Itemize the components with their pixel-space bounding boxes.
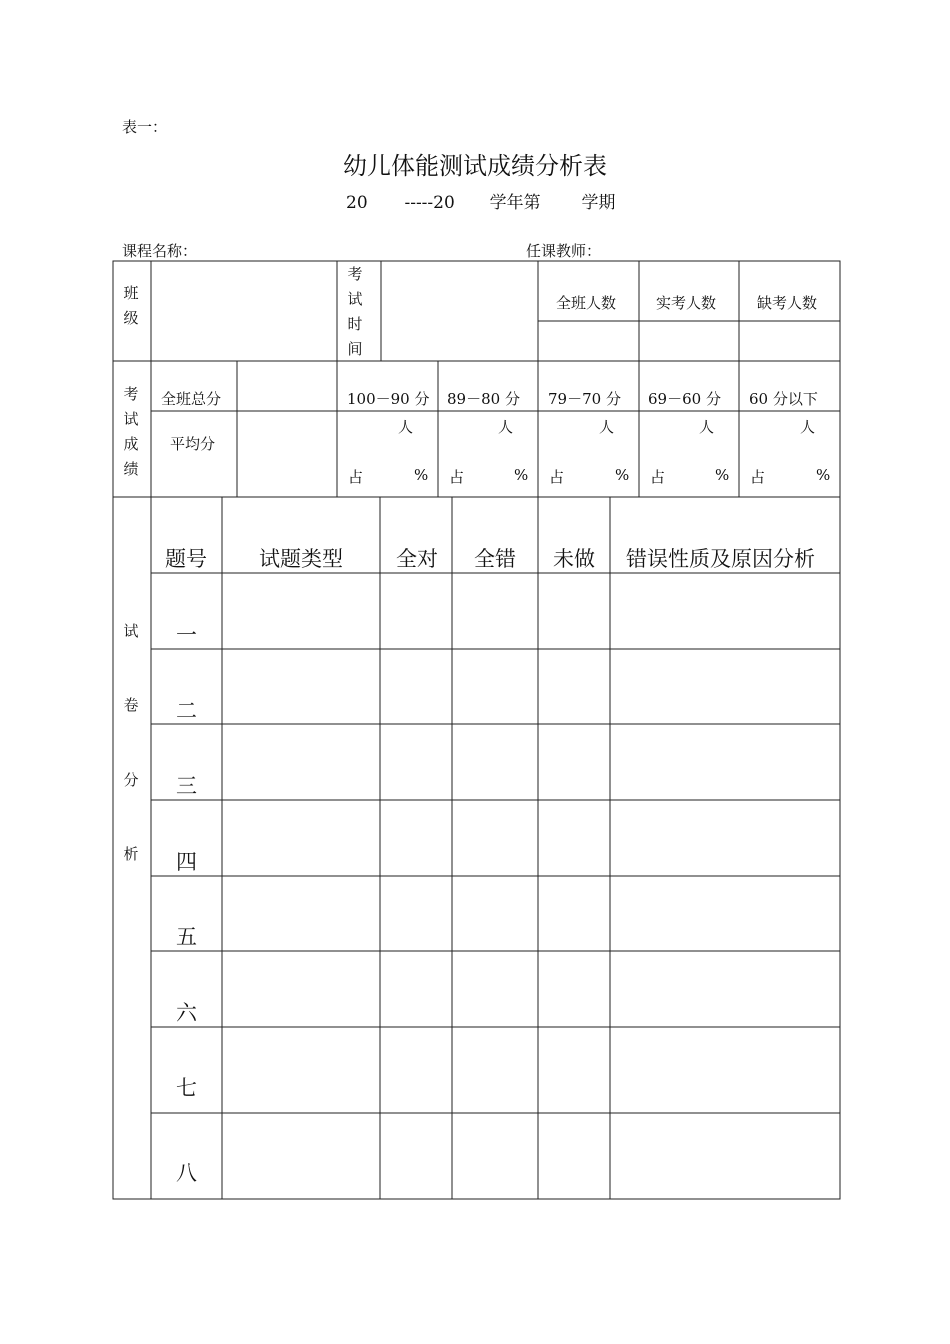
share-prefix: 占 <box>549 468 565 486</box>
absent-students-header: 缺考人数 <box>757 294 818 312</box>
share-prefix: 占 <box>750 468 766 486</box>
percent-sign: % <box>414 466 429 484</box>
person-unit: 人 <box>800 418 816 436</box>
paper-analysis-label-char: 卷 <box>123 696 139 714</box>
paper-analysis-label-char: 析 <box>123 845 139 863</box>
exam-score-label: 考 试 成 绩 <box>123 385 139 478</box>
row-number: 四 <box>176 850 197 874</box>
row-number: 三 <box>176 774 197 798</box>
share-prefix: 占 <box>348 468 364 486</box>
col-all-correct: 全对 <box>396 547 438 571</box>
row-number: 六 <box>176 1001 197 1025</box>
col-question-number: 题号 <box>165 547 207 571</box>
range-100-90: 100－90 分 <box>347 390 430 408</box>
row-number: 八 <box>176 1161 197 1185</box>
paper-analysis-label-char: 分 <box>123 771 139 789</box>
range-below-60: 60 分以下 <box>749 390 818 408</box>
percent-sign: % <box>514 466 529 484</box>
row-number: 一 <box>176 623 197 647</box>
exam-time-label: 考 试 时 间 <box>347 265 363 358</box>
table-label: 表一： <box>122 118 168 136</box>
course-name-label: 课程名称： <box>122 242 198 260</box>
total-students-header: 全班人数 <box>556 294 617 312</box>
percent-sign: % <box>715 466 730 484</box>
person-unit: 人 <box>699 418 715 436</box>
teacher-label: 任课教师： <box>526 242 602 260</box>
range-69-60: 69－60 分 <box>648 390 721 408</box>
person-unit: 人 <box>599 418 615 436</box>
row-number: 二 <box>176 699 197 723</box>
class-total-score-label: 全班总分 <box>161 390 222 408</box>
row-number: 七 <box>176 1076 197 1100</box>
person-unit: 人 <box>498 418 514 436</box>
share-prefix: 占 <box>650 468 666 486</box>
col-not-done: 未做 <box>553 547 595 571</box>
range-89-80: 89－80 分 <box>447 390 520 408</box>
range-79-70: 79－70 分 <box>548 390 621 408</box>
person-unit: 人 <box>398 418 414 436</box>
row-number: 五 <box>176 925 197 949</box>
average-score-label: 平均分 <box>170 435 216 453</box>
col-question-type: 试题类型 <box>259 547 343 571</box>
school-year-label: 学年第 <box>489 193 541 213</box>
percent-sign: % <box>615 466 630 484</box>
year-separator: -----20 <box>404 193 455 213</box>
present-students-header: 实考人数 <box>656 294 717 312</box>
col-all-wrong: 全错 <box>474 547 516 571</box>
share-prefix: 占 <box>449 468 465 486</box>
col-error-analysis: 错误性质及原因分析 <box>626 547 815 571</box>
paper-analysis-label-char: 试 <box>123 622 139 640</box>
class-label: 班 级 <box>123 284 139 327</box>
percent-sign: % <box>816 466 831 484</box>
year-start: 20 <box>346 193 368 213</box>
document-title: 幼儿体能测试成绩分析表 <box>343 152 607 180</box>
semester-label: 学期 <box>581 193 616 213</box>
